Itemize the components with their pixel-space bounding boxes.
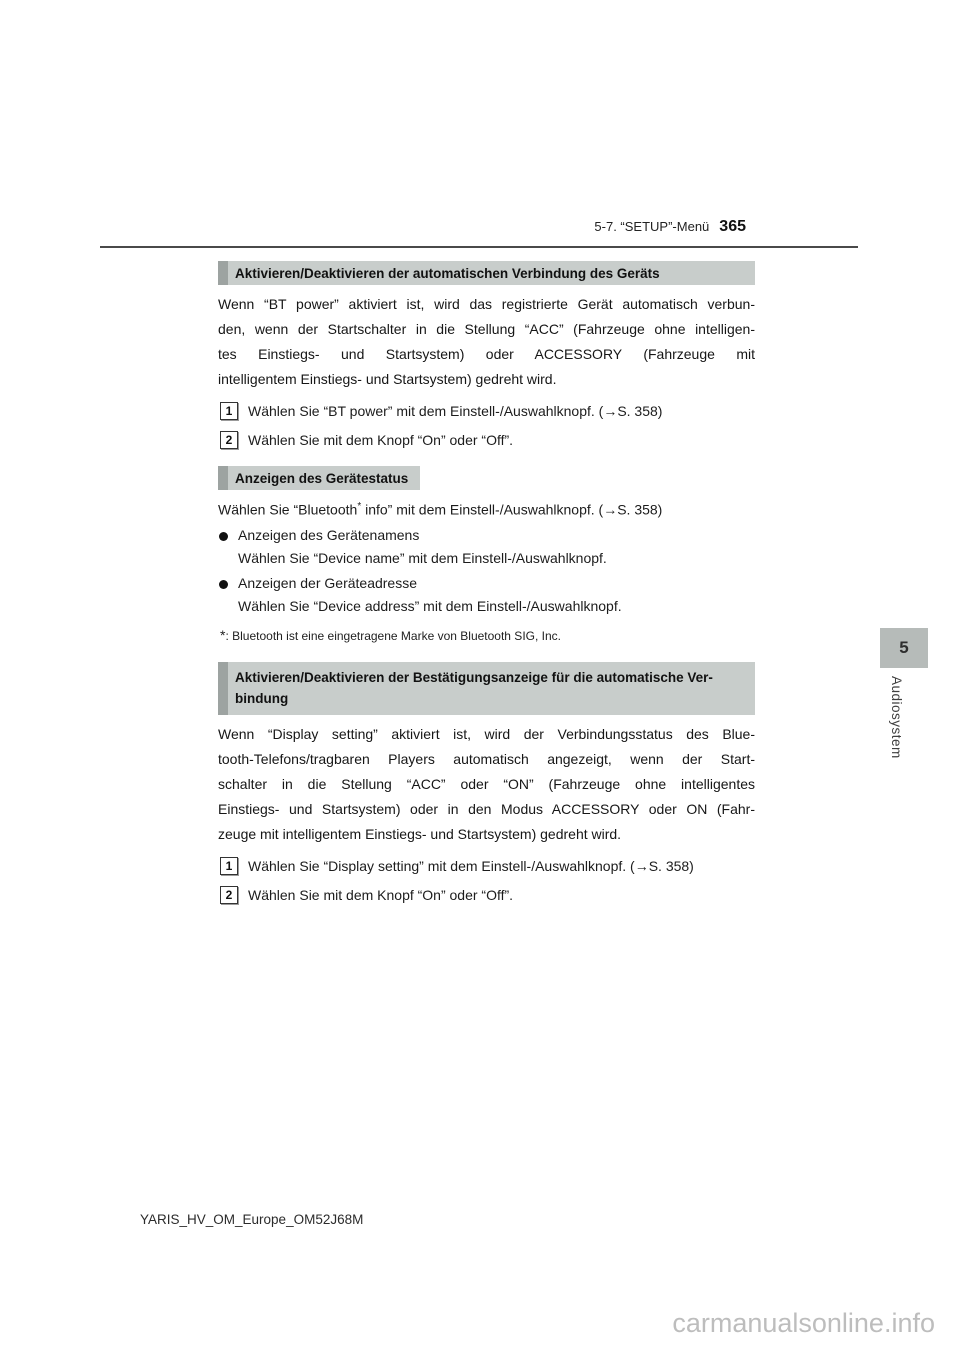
chapter-tab <box>880 628 928 668</box>
body-line: zeuge mit intelligentem Einstiegs- und Startsystem) gedreht wird. <box>218 825 622 842</box>
body-paragraph-auto-connect <box>218 292 755 392</box>
step-number-badge: 2 <box>220 886 238 904</box>
step-number-badge: 1 <box>220 402 238 420</box>
step-number-badge: 1 <box>220 857 238 875</box>
bullet-icon <box>219 532 228 541</box>
bullet-icon <box>219 580 228 589</box>
step-row <box>220 856 755 876</box>
chapter-tab-number: 5 <box>899 638 909 657</box>
page-header <box>0 218 746 236</box>
footnote-marker: * <box>220 626 226 643</box>
step-text: Wählen Sie “Display setting” mit dem Einstell-/Auswahlknopf. (→S. 358) <box>248 857 694 874</box>
section-title: Anzeigen des Gerätestatus <box>235 470 409 486</box>
bullet-item <box>218 527 755 543</box>
document-code: YARIS_HV_OM_Europe_OM52J68M <box>140 1212 364 1227</box>
header-rule <box>100 246 858 248</box>
section-title: Aktivieren/Deaktivieren der automatischen Verbindung des Geräts <box>235 265 660 281</box>
page-content <box>218 261 755 905</box>
intro-text-post: info” mit dem Einstell-/Auswahlknopf. (→S. 358) <box>361 501 663 518</box>
body-paragraph-display-setting <box>218 722 755 847</box>
section-header-auto-connect <box>218 261 755 285</box>
page-number: 365 <box>719 218 746 235</box>
spacer <box>218 643 755 662</box>
bullet-detail: Wählen Sie “Device name” mit dem Einstell-/Auswahlknopf. <box>238 549 607 566</box>
step-text: Wählen Sie mit dem Knopf “On” oder “Off”. <box>248 432 514 448</box>
body-line: schalter in die Stellung “ACC” oder “ON” (Fahrzeuge ohne intelligentes <box>218 775 755 792</box>
step-text: Wählen Sie “BT power” mit dem Einstell-/Auswahlknopf. (→S. 358) <box>248 403 663 419</box>
bullet-item <box>218 575 755 591</box>
bullet-label: Anzeigen der Geräteadresse <box>238 574 417 591</box>
section-header-device-status <box>218 466 420 490</box>
body-line: Wenn “Display setting” aktiviert ist, wird der Verbindungsstatus des Blue- <box>218 725 755 742</box>
body-line: den, wenn der Startschalter in die Stellung “ACC” (Fahrzeuge ohne intelligen- <box>218 321 755 337</box>
footnote-text: : Bluetooth ist eine eingetragene Marke von Bluetooth SIG, Inc. <box>225 628 561 643</box>
watermark-text: carmanualsonline.info <box>672 1308 935 1338</box>
spacer <box>218 450 755 466</box>
body-line: Wenn “BT power” aktiviert ist, wird das registrierte Gerät automatisch verbun- <box>218 296 755 312</box>
body-line: tooth-Telefons/tragbaren Players automatisch angezeigt, wenn der Start- <box>218 750 755 767</box>
section-title-line: Aktivieren/Deaktivieren der Bestätigungsanzeige für die automatische Ver- <box>235 669 713 685</box>
chapter-reference: 5-7. “SETUP”-Menü <box>594 219 710 234</box>
device-status-intro <box>218 501 755 518</box>
step-row <box>220 885 755 905</box>
footnote-marker-sup: * <box>357 501 362 512</box>
body-line: Einstiegs- und Startsystem) oder in den Modus ACCESSORY oder ON (Fahr- <box>218 800 755 817</box>
bullet-detail: Wählen Sie “Device address” mit dem Einstell-/Auswahlknopf. <box>238 597 622 614</box>
body-line: intelligentem Einstiegs- und Startsystem) gedreht wird. <box>218 371 557 387</box>
intro-text-pre: Wählen Sie “Bluetooth <box>218 501 358 518</box>
body-line: tes Einstiegs- und Startsystem) oder ACCESSORY (Fahrzeuge mit <box>218 346 755 362</box>
section-title-line: bindung <box>235 690 289 706</box>
section-header-display-setting <box>218 662 755 715</box>
step-text: Wählen Sie mit dem Knopf “On” oder “Off”. <box>248 886 514 903</box>
bluetooth-footnote <box>220 627 755 643</box>
step-number-badge: 2 <box>220 431 238 449</box>
step-row <box>220 430 755 450</box>
step-row <box>220 401 755 421</box>
bullet-label: Anzeigen des Gerätenamens <box>238 526 420 543</box>
chapter-tab-label: Audiosystem <box>889 676 904 759</box>
